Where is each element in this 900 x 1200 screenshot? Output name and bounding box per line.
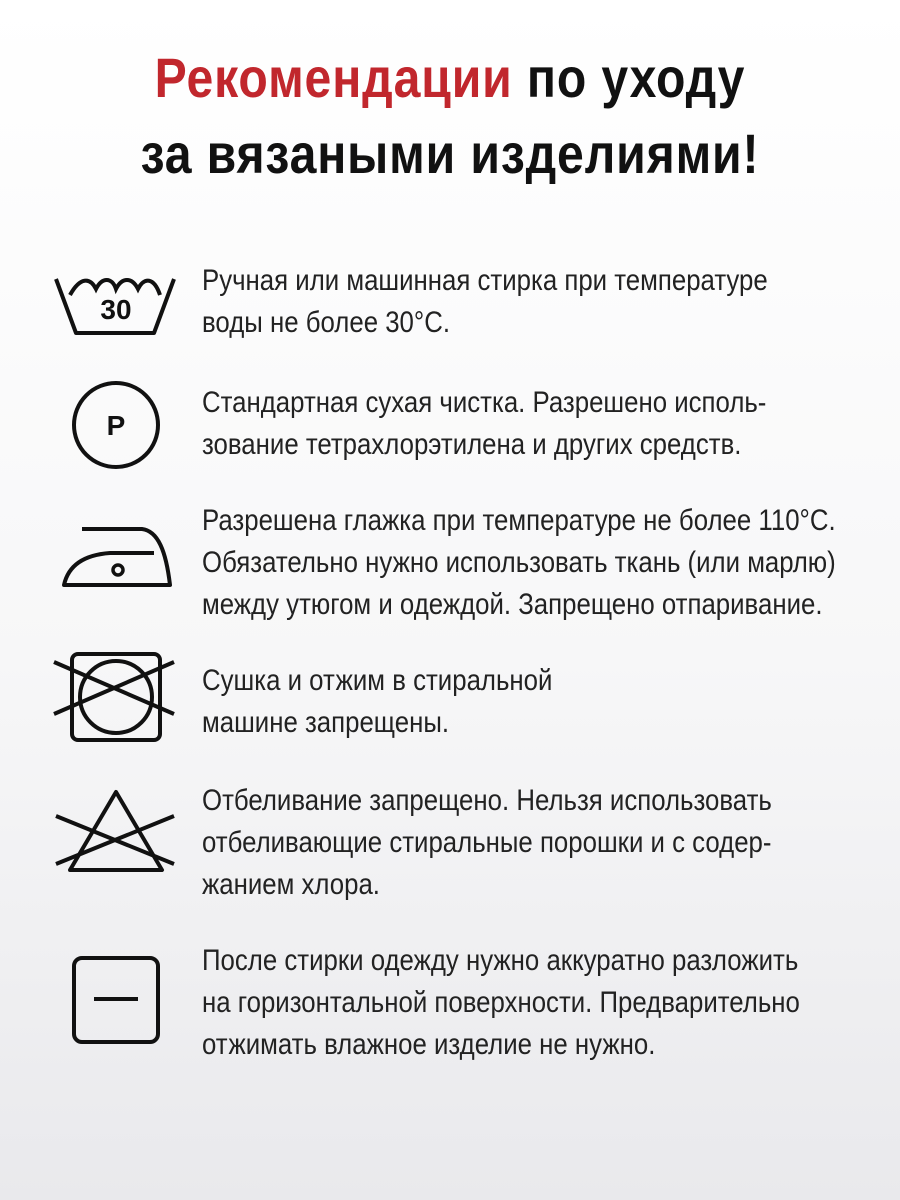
dry-clean-p-icon bbox=[50, 365, 180, 485]
care-text-dry-flat bbox=[202, 940, 800, 1066]
title-line-2: за вязаными изделиями! bbox=[140, 122, 760, 185]
text-line: Ручная или машинная стирка при температуре bbox=[202, 264, 768, 297]
care-text-no-tumble-dry bbox=[202, 660, 795, 744]
title-line-1 bbox=[63, 40, 837, 116]
no-bleach-icon bbox=[50, 780, 180, 900]
hand-machine-wash-30-icon bbox=[50, 255, 180, 375]
care-text-iron bbox=[202, 500, 836, 626]
title-line-1-rest: по уходу bbox=[512, 46, 746, 109]
text-line: на горизонтальной поверхности. Предварительно bbox=[202, 986, 800, 1019]
text-line: отжимать влажное изделие не нужно. bbox=[202, 1028, 656, 1061]
text-line: отбеливающие стиральные порошки и с содер- bbox=[202, 826, 772, 859]
text-line: зование тетрахлорэтилена и других средств. bbox=[202, 428, 742, 461]
text-line: После стирки одежду нужно аккуратно разложить bbox=[202, 944, 799, 977]
iron-one-dot-icon bbox=[50, 495, 180, 615]
text-line: Разрешена глажка при температуре не более 110°С. bbox=[202, 504, 836, 537]
text-line: Сушка и отжим в стиральной bbox=[202, 664, 553, 697]
text-line: Отбеливание запрещено. Нельзя использовать bbox=[202, 784, 772, 817]
care-text-wash bbox=[202, 260, 795, 344]
wash-temperature-label: 30 bbox=[100, 294, 132, 325]
no-tumble-dry-icon bbox=[50, 640, 180, 760]
text-line: жанием хлора. bbox=[202, 868, 380, 901]
text-line: Стандартная сухая чистка. Разрешено исполь- bbox=[202, 386, 767, 419]
dry-flat-icon bbox=[50, 940, 180, 1060]
text-line: машине запрещены. bbox=[202, 706, 450, 739]
page-title bbox=[63, 40, 837, 192]
text-line: Обязательно нужно использовать ткань (или марлю) bbox=[202, 546, 836, 579]
dry-clean-letter: P bbox=[106, 410, 126, 441]
title-accent: Рекомендации bbox=[154, 46, 513, 109]
care-text-dry-clean bbox=[202, 382, 795, 466]
care-text-no-bleach bbox=[202, 780, 795, 906]
text-line: воды не более 30°С. bbox=[202, 306, 451, 339]
text-line: между утюгом и одеждой. Запрещено отпаривание. bbox=[202, 588, 823, 621]
